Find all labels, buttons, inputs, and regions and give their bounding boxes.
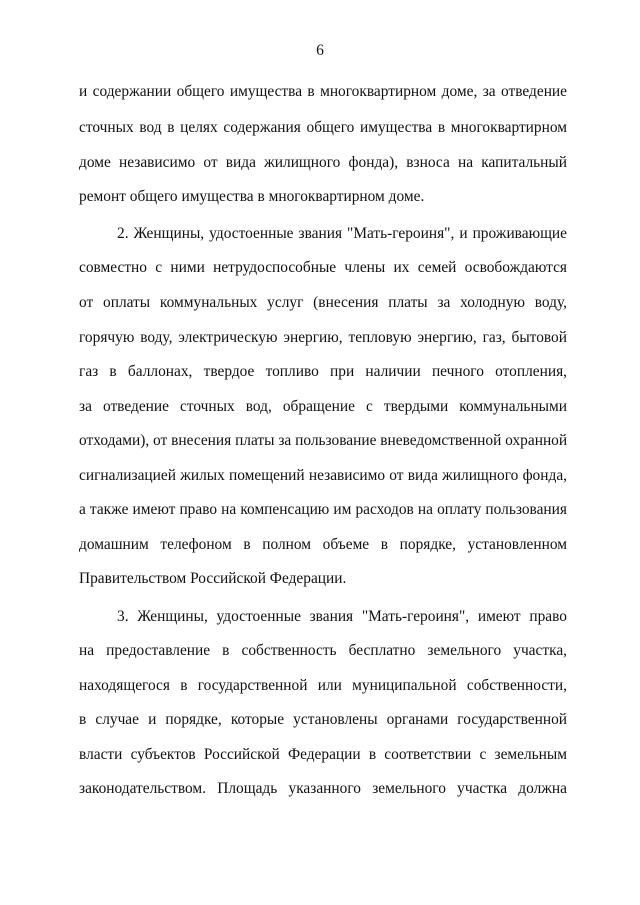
text-line: сточных вод в целях содержания общего имущества в многоквартирном: [79, 119, 567, 136]
text-line: отходами), от внесения платы за пользование вневедомственной охранной: [79, 432, 568, 449]
text-line: власти субъектов Российской Федерации в соответствии с земельным: [79, 746, 567, 763]
text-line: находящегося в государственной или муниципальной собственности,: [79, 677, 567, 694]
text-line: сигнализацией жилых помещений независимо от вида жилищного фонда,: [79, 467, 567, 484]
text-line: горячую воду, электрическую энергию, тепловую энергию, газ, бытовой: [79, 329, 567, 346]
text-line: Правительством Российской Федерации.: [79, 570, 347, 587]
text-line: совместно с ними нетрудоспособные члены их семей освобождаются: [79, 259, 567, 276]
text-line: 3. Женщины, удостоенные звания "Мать-героиня", имеют право: [117, 608, 567, 625]
text-line: доме независимо от вида жилищного фонда), взноса на капитальный: [79, 154, 567, 171]
text-line: 2. Женщины, удостоенные звания "Мать-героиня", и проживающие: [117, 225, 567, 242]
text-line: домашним телефоном в полном объеме в порядке, установленном: [79, 536, 567, 553]
text-line: на предоставление в собственность бесплатно земельного участка,: [79, 642, 567, 659]
text-line: законодательством. Площадь указанного земельного участка должна: [79, 780, 567, 797]
page-number: 6: [316, 42, 324, 59]
text-line: в случае и порядке, которые установлены органами государственной: [79, 711, 567, 728]
text-line: за отведение сточных вод, обращение с твердыми коммунальными: [79, 398, 567, 415]
text-line: и содержании общего имущества в многоквартирном доме, за отведение: [79, 83, 567, 100]
text-line: а также имеют право на компенсацию им расходов на оплату пользования: [79, 501, 567, 518]
text-line: газ в баллонах, твердое топливо при наличии печного отопления,: [79, 363, 567, 380]
text-line: от оплаты коммунальных услуг (внесения платы за холодную воду,: [79, 294, 567, 311]
text-line: ремонт общего имущества в многоквартирном доме.: [79, 188, 425, 205]
